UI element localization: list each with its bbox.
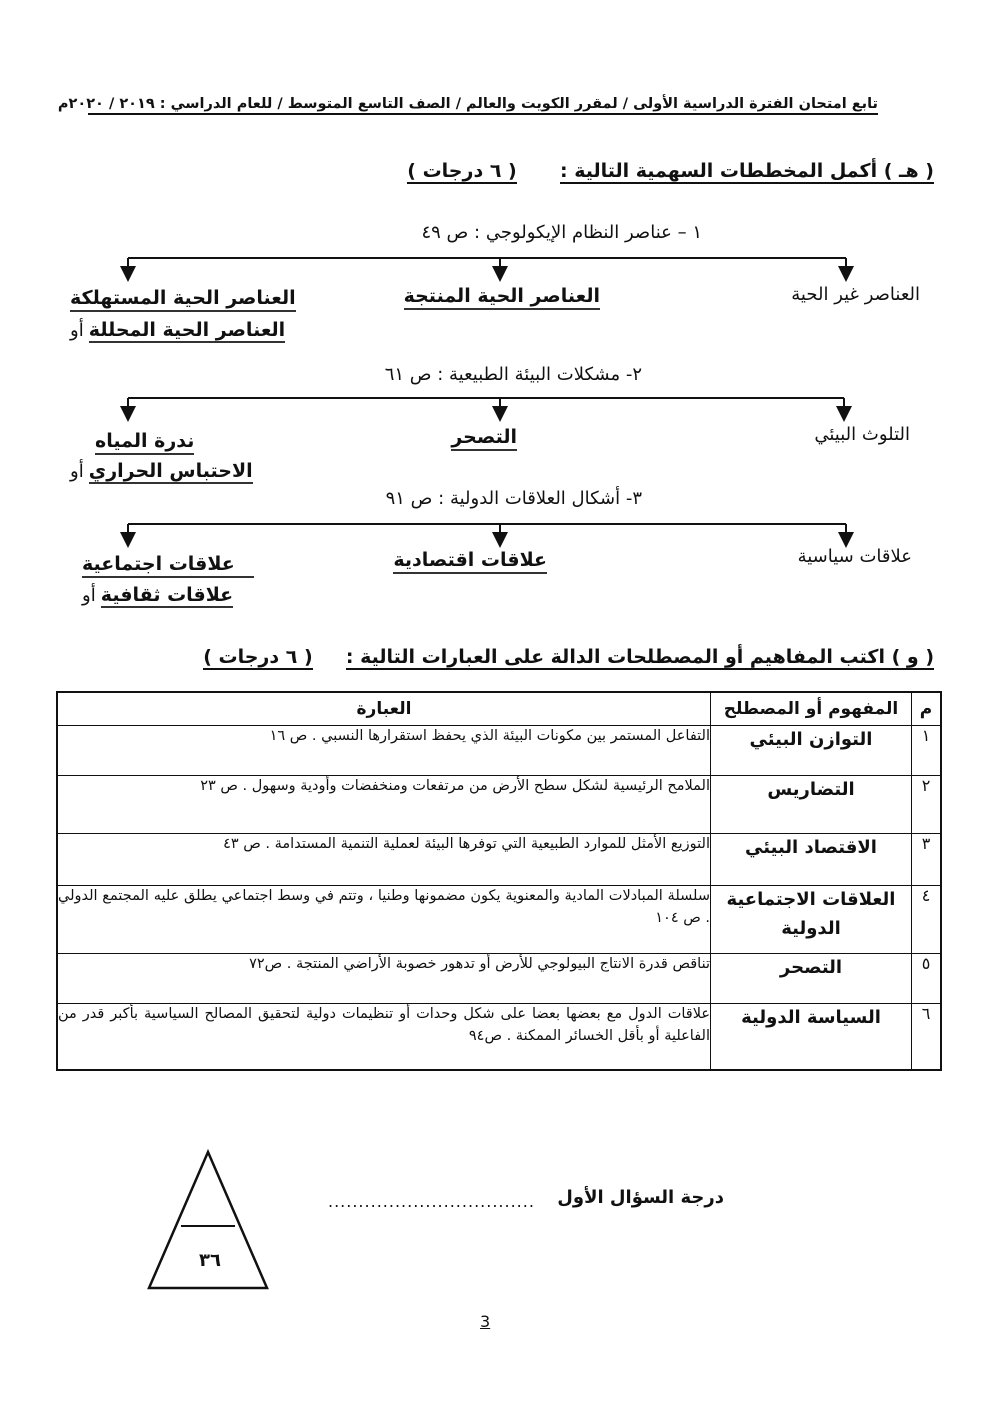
table-row	[57, 834, 941, 886]
header-statement: العبارة	[57, 692, 711, 726]
row-statement: التوزيع الأمثل للموارد الطبيعية التي توفرها البيئة لعملية التنمية المستدامة . ص ٤٣	[57, 834, 711, 886]
diagram-3-given: علاقات سياسية	[797, 546, 912, 567]
diagram-3-answer-left-alt: علاقات ثقافية	[100, 584, 234, 606]
section-w-title: ( و ) اكتب المفاهيم أو المصطلحات الدالة على العبارات التالية : ( ٦ درجات )	[203, 646, 934, 668]
page-number: 3	[480, 1312, 491, 1331]
header-term: المفهوم أو المصطلح	[711, 692, 912, 726]
diagram-1-or: أو	[70, 320, 84, 341]
row-num: ١	[912, 726, 942, 776]
row-num: ٥	[912, 954, 942, 1004]
table-row	[57, 1004, 941, 1070]
diagram-2-answer-mid: التصحر	[451, 426, 517, 451]
header-num: م	[912, 692, 942, 726]
row-statement: الملامح الرئيسية لشكل سطح الأرض من مرتفعات ومنخفضات وأودية وسهول . ص ٢٣	[57, 776, 711, 834]
diagram-3-answer-left: علاقات اجتماعية	[82, 553, 254, 578]
exam-header: تابع امتحان الفترة الدراسية الأولى / لمقرر الكويت والعالم / الصف التاسع المتوسط / للعام الدراسي : ٢٠١٩ / ٢٠٢٠م	[88, 96, 878, 115]
diagram-3-or: أو	[82, 585, 96, 606]
section-h-title: ( هـ ) أكمل المخططات السهمية التالية : ( ٦ درجات )	[407, 160, 934, 182]
diagram-3-title: ٣- أشكال العلاقات الدولية : ص ٩١	[385, 488, 642, 509]
diagram-2-title: ٢- مشكلات البيئة الطبيعية : ص ٦١	[384, 364, 642, 385]
diagram-3-answer-mid: علاقات اقتصادية	[393, 549, 547, 574]
diagram-2-given: التلوث البيئي	[814, 424, 910, 445]
row-num: ٦	[912, 1004, 942, 1070]
row-num: ٤	[912, 886, 942, 954]
row-term: التوازن البيئي	[711, 726, 912, 776]
table-row	[57, 726, 941, 776]
row-statement: سلسلة المبادلات المادية والمعنوية يكون مضمونها وطنيا ، وتتم في وسط اجتماعي يطلق عليه المجتمع الدولي . ص ١٠٤	[57, 886, 711, 954]
row-term: السياسة الدولية	[711, 1004, 912, 1070]
row-num: ٢	[912, 776, 942, 834]
table-row	[57, 776, 941, 834]
grade-label: درجة السؤال الأول	[557, 1187, 724, 1208]
diagram-1-answer-left: العناصر الحية المستهلكة	[70, 287, 296, 312]
diagram-1-title: ١ – عناصر النظام الإيكولوجي : ص ٤٩	[421, 222, 702, 243]
diagram-2-alt	[70, 460, 253, 482]
diagram-1-alt	[70, 319, 285, 341]
diagram-2-answer-left-alt: الاحتباس الحراري	[88, 460, 253, 482]
row-statement: علاقات الدول مع بعضها بعضا على شكل وحدات أو تنظيمات دولية لتحقيق المصالح السياسية بأكبر قدر من الفاعلية أو بأقل الخسائر الممكنة . ص٩٤	[57, 1004, 711, 1070]
grade-score: ٣٦	[199, 1250, 221, 1271]
grade-dots: ..................................	[328, 1192, 535, 1211]
diagram-2-or: أو	[70, 461, 84, 482]
row-statement: التفاعل المستمر بين مكونات البيئة الذي يحفظ استقرارها النسبي . ص ١٦	[57, 726, 711, 776]
row-term: التضاريس	[711, 776, 912, 834]
row-statement: تناقص قدرة الانتاج البيولوجي للأرض أو تدهور خصوبة الأراضي المنتجة . ص٧٢	[57, 954, 711, 1004]
row-num: ٣	[912, 834, 942, 886]
diagram-1-answer-left-alt: العناصر الحية المحللة	[88, 319, 286, 341]
row-term: التصحر	[711, 954, 912, 1004]
diagram-3-alt	[82, 584, 233, 606]
table-header-row	[57, 692, 941, 726]
row-term: الاقتصاد البيئي	[711, 834, 912, 886]
diagram-2-answer-left: ندرة المياه	[95, 430, 194, 455]
table-row	[57, 954, 941, 1004]
terms-table	[56, 691, 942, 1071]
row-term: العلاقات الاجتماعية الدولية	[711, 886, 912, 954]
diagram-1-given: العناصر غير الحية	[791, 284, 920, 305]
diagram-1-answer-mid: العناصر الحية المنتجة	[404, 285, 600, 310]
table-row	[57, 886, 941, 954]
